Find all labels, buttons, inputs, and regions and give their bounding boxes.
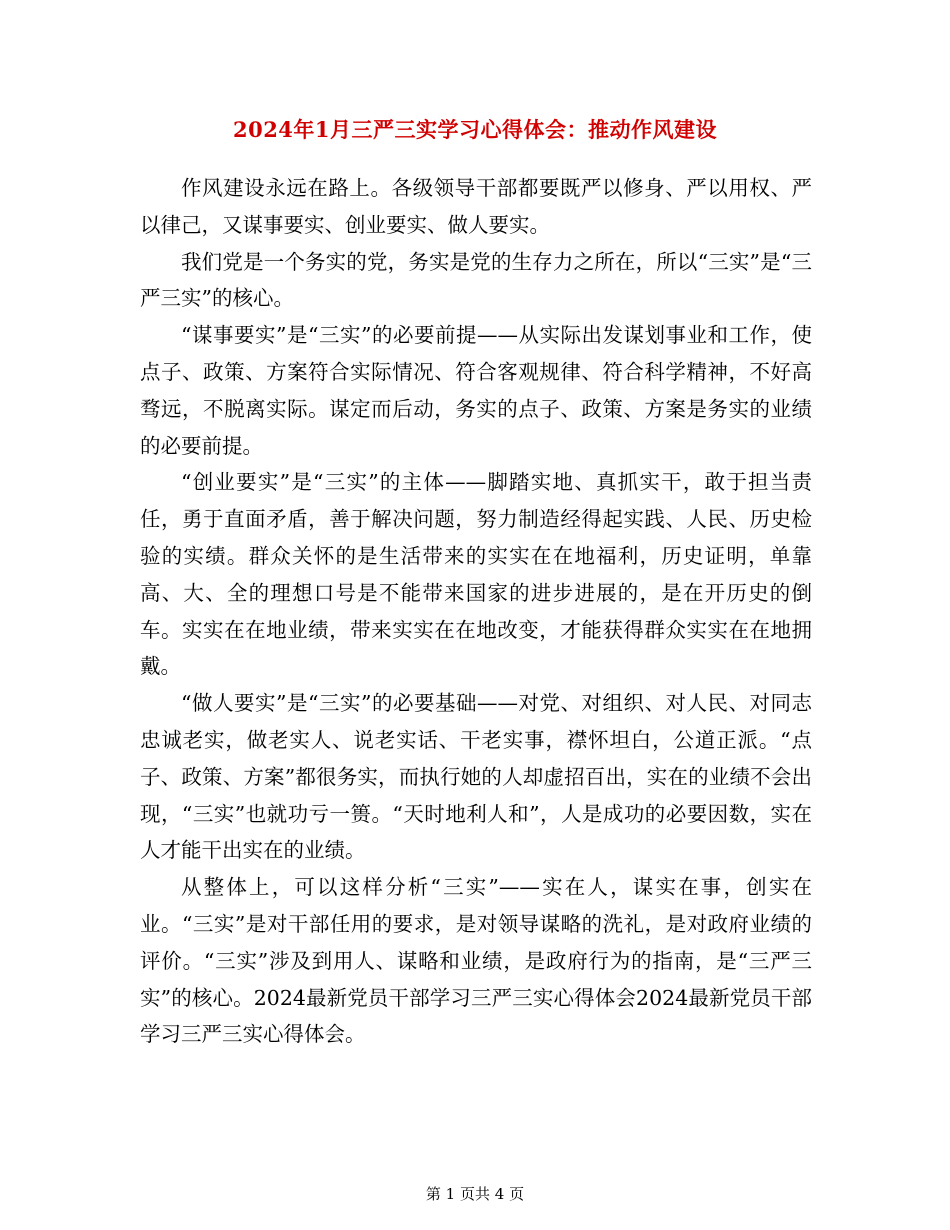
document-body	[140, 170, 812, 1053]
paragraph: “创业要实”是“三实”的主体——脚踏实地、真抓实干，敢于担当责任，勇于直面矛盾，善于解决问题，努力制造经得起实践、人民、历史检验的实绩。群众关怀的是生活带来的实实在在地福利，历史证明，单靠高、大、全的理想口号是不能带来国家的进步进展的，是在开历史的倒车。实实在在地业绩，带来实实在在地改变，才能获得群众实实在在地拥戴。	[140, 470, 812, 679]
document-title: 2024年1月三严三实学习心得体会：推动作风建设	[232, 117, 718, 142]
paragraph: 作风建设永远在路上。各级领导干部都要既严以修身、严以用权、严以律己，又谋事要实、创业要实、做人要实。	[140, 176, 812, 237]
paragraph: “谋事要实”是“三实”的必要前提——从实际出发谋划事业和工作，使点子、政策、方案符合实际情况、符合客观规律、符合科学精神，不好高骛远，不脱离实际。谋定而后动，务实的点子、政策、方案是务实的业绩的必要前提。	[140, 323, 812, 458]
page-footer: 第 1 页共 4 页	[425, 1185, 525, 1203]
paragraph: 我们党是一个务实的党，务实是党的生存力之所在，所以“三实”是“三严三实”的核心。	[140, 249, 812, 311]
paragraph: 从整体上，可以这样分析“三实”——实在人，谋实在事，创实在业。“三实”是对干部任用的要求，是对领导谋略的洗礼，是对政府业绩的评价。“三实”涉及到用人、谋略和业绩，是政府行为的指南，是“三严三实”的核心。2024最新党员干部学习三严三实心得体会2024最新党员干部学习三严三实心得体会。	[140, 875, 812, 1047]
paragraph: “做人要实”是“三实”的必要基础——对党、对组织、对人民、对同志忠诚老实，做老实人、说老实话、干老实事，襟怀坦白，公道正派。“点子、政策、方案”都很务实，而执行她的人却虚招百出，实在的业绩不会出现，“三实”也就功亏一篑。“天时地利人和”，人是成功的必要因数，实在人才能干出实在的业绩。	[140, 691, 812, 863]
